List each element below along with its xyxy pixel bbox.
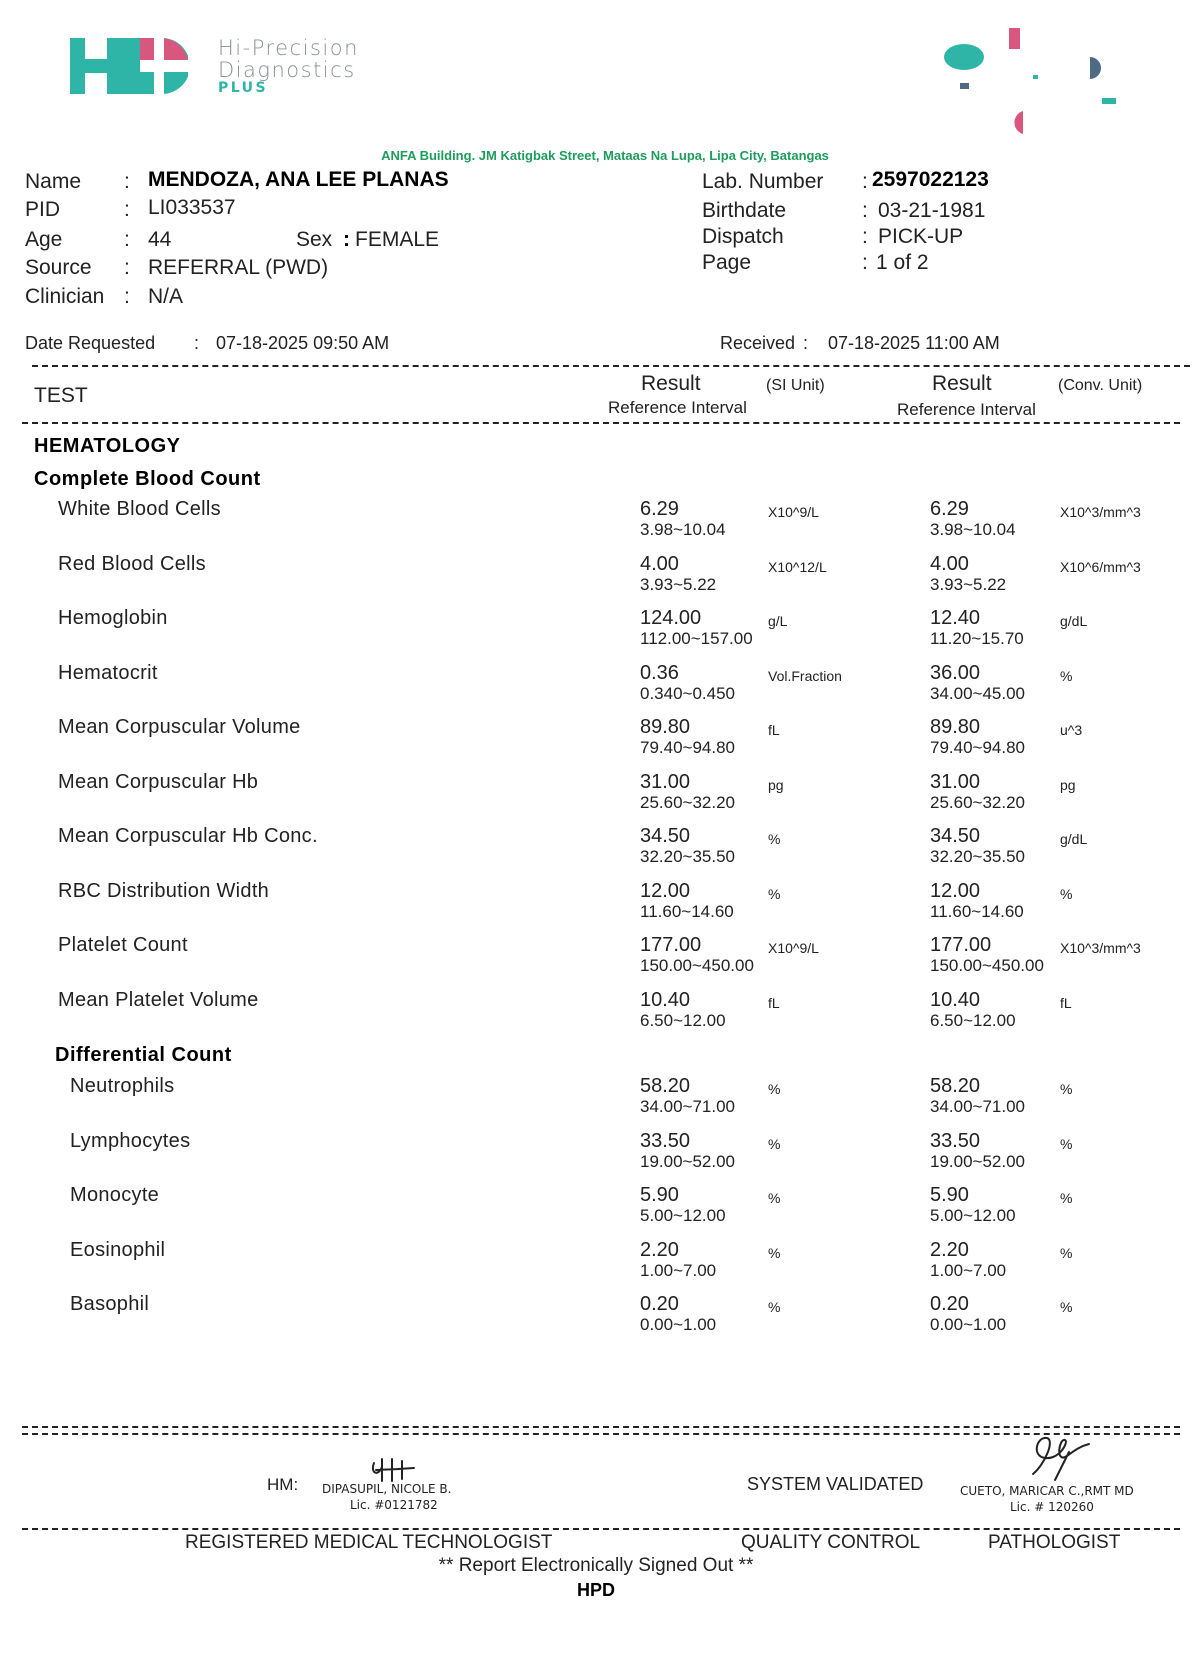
si-result: 33.50: [640, 1129, 691, 1152]
si-reference-interval: 79.40~94.80: [640, 738, 736, 757]
colon: :: [124, 256, 130, 279]
colon: :: [862, 170, 868, 193]
conv-unit: g/dL: [1060, 613, 1088, 629]
result-row: [0, 1293, 1200, 1345]
conv-reference-interval: 3.98~10.04: [930, 520, 1016, 539]
source-label: Source: [25, 256, 92, 279]
result-row: [0, 934, 1200, 986]
conv-reference-header: Reference Interval: [897, 400, 1036, 419]
conv-unit: u^3: [1060, 722, 1083, 738]
conv-result: 4.00: [930, 552, 969, 575]
si-result: 10.40: [640, 988, 691, 1011]
si-unit: %: [768, 831, 781, 847]
si-result: 0.20: [640, 1293, 679, 1315]
system-validated: SYSTEM VALIDATED: [747, 1474, 924, 1494]
conv-result: 34.50: [930, 825, 981, 847]
si-unit: g/L: [768, 613, 788, 629]
result-row: [0, 607, 1200, 659]
conv-result: 36.00: [930, 661, 981, 684]
si-result: 124.00: [640, 607, 702, 629]
conv-result: 89.80: [930, 716, 981, 738]
birthdate-label: Birthdate: [702, 199, 787, 222]
medtech-name: DIPASUPIL, NICOLE B.: [322, 1482, 452, 1496]
conv-unit: fL: [1060, 994, 1072, 1011]
si-result: 89.80: [640, 716, 691, 738]
role-medtech: REGISTERED MEDICAL TECHNOLOGIST: [185, 1532, 553, 1553]
test-name: Neutrophils: [70, 1075, 175, 1097]
lab-number: 2597022123: [872, 168, 989, 191]
conv-reference-interval: 3.93~5.22: [930, 574, 1007, 594]
conv-unit: X10^3/mm^3: [1060, 940, 1141, 956]
conv-unit: %: [1060, 1299, 1073, 1315]
test-name: Eosinophil: [70, 1238, 166, 1261]
dispatch: PICK-UP: [878, 225, 964, 248]
clinician-label: Clinician: [25, 285, 105, 308]
si-unit: fL: [768, 722, 780, 738]
si-reference-interval: 19.00~52.00: [640, 1151, 736, 1171]
conv-reference-interval: 19.00~52.00: [930, 1151, 1026, 1171]
colon: :: [194, 333, 200, 353]
si-reference-interval: 6.50~12.00: [640, 1010, 726, 1030]
si-result: 0.36: [640, 661, 679, 684]
conv-reference-interval: 150.00~450.00: [930, 956, 1044, 975]
conv-result: 31.00: [930, 770, 981, 793]
conv-unit: %: [1060, 1081, 1073, 1097]
conv-reference-interval: 32.20~35.50: [930, 847, 1026, 866]
logo-line-3: PLUS: [218, 80, 269, 96]
si-unit: pg: [768, 776, 784, 793]
conv-unit: %: [1060, 1135, 1073, 1152]
conv-result: 58.20: [930, 1075, 981, 1097]
si-reference-interval: 3.98~10.04: [640, 520, 726, 539]
conv-unit: X10^3/mm^3: [1060, 504, 1141, 520]
received-label: Received: [720, 333, 796, 353]
si-reference-interval: 11.60~14.60: [640, 901, 734, 921]
result-row: [0, 716, 1200, 768]
si-result: 34.50: [640, 825, 691, 847]
name-label: Name: [25, 170, 82, 193]
si-unit: X10^12/L: [768, 558, 827, 575]
report-code: HPD: [576, 1580, 615, 1600]
conv-result: 10.40: [930, 988, 981, 1011]
conv-reference-interval: 5.00~12.00: [930, 1206, 1016, 1225]
test-name: Platelet Count: [58, 934, 188, 956]
si-reference-interval: 32.20~35.50: [640, 847, 736, 866]
page-label: Page: [702, 251, 752, 274]
si-result-header: Result: [641, 372, 701, 395]
decorative-shapes-icon: [930, 22, 1140, 138]
result-row: [0, 553, 1200, 605]
colon: :: [124, 285, 130, 308]
si-unit: X10^9/L: [768, 504, 819, 520]
conv-unit: pg: [1060, 776, 1076, 793]
si-unit: %: [768, 1081, 781, 1097]
test-name: Hematocrit: [58, 661, 158, 684]
result-row: [0, 989, 1200, 1041]
role-quality-control: QUALITY CONTROL: [741, 1532, 921, 1553]
conv-reference-interval: 11.60~14.60: [930, 901, 1024, 921]
colon: :: [343, 228, 350, 251]
si-reference-interval: 3.93~5.22: [640, 574, 717, 594]
si-reference-interval: 34.00~71.00: [640, 1097, 736, 1116]
section-differential-count: Differential Count: [55, 1044, 232, 1066]
double-divider: [22, 1426, 1180, 1435]
colon: :: [124, 228, 130, 251]
colon: :: [124, 170, 130, 193]
date-requested-label: Date Requested: [25, 333, 156, 353]
lab-number-label: Lab. Number: [702, 170, 824, 193]
result-row: [0, 1239, 1200, 1291]
patient-clinician: N/A: [148, 285, 184, 308]
si-result: 31.00: [640, 770, 691, 793]
conv-result: 2.20: [930, 1238, 969, 1261]
si-unit: %: [768, 1299, 781, 1315]
logo-line-1: Hi-Precision: [218, 36, 359, 60]
hpd-logo-mark: [70, 38, 188, 94]
si-unit: X10^9/L: [768, 940, 819, 956]
test-name: Lymphocytes: [70, 1129, 191, 1152]
conv-reference-interval: 79.40~94.80: [930, 738, 1026, 757]
conv-reference-interval: 25.60~32.20: [930, 792, 1026, 812]
conv-reference-interval: 11.20~15.70: [930, 629, 1024, 648]
test-column-header: TEST: [34, 384, 88, 407]
conv-reference-interval: 34.00~45.00: [930, 683, 1026, 703]
conv-result: 5.90: [930, 1184, 969, 1206]
result-row: [0, 1130, 1200, 1182]
si-result: 12.00: [640, 879, 691, 902]
si-result: 2.20: [640, 1238, 679, 1261]
conv-unit: X10^6/mm^3: [1060, 558, 1141, 575]
result-row: [0, 825, 1200, 877]
patient-name: MENDOZA, ANA LEE PLANAS: [148, 168, 449, 191]
si-unit-header: (SI Unit): [766, 377, 825, 394]
conv-unit: %: [1060, 885, 1073, 902]
result-row: [0, 1075, 1200, 1127]
medtech-signature-icon: [368, 1455, 418, 1485]
si-reference-interval: 150.00~450.00: [640, 956, 754, 975]
test-name: Mean Platelet Volume: [58, 988, 259, 1011]
date-received: 07-18-2025 11:00 AM: [828, 333, 1000, 353]
date-requested: 07-18-2025 09:50 AM: [216, 333, 390, 353]
divider-line: [22, 422, 1180, 424]
pathologist-license: Lic. # 120260: [1010, 1500, 1094, 1514]
conv-result: 0.20: [930, 1293, 969, 1315]
result-row: [0, 880, 1200, 932]
colon: :: [803, 333, 809, 353]
si-result: 5.90: [640, 1184, 679, 1206]
conv-reference-interval: 0.00~1.00: [930, 1315, 1007, 1334]
conv-result: 12.40: [930, 607, 981, 629]
divider-line: [32, 365, 1190, 367]
conv-unit: %: [1060, 1244, 1073, 1261]
conv-reference-interval: 6.50~12.00: [930, 1010, 1016, 1030]
si-result: 177.00: [640, 934, 702, 956]
si-unit: %: [768, 1135, 781, 1152]
colon: :: [862, 225, 868, 248]
patient-source: REFERRAL (PWD): [148, 256, 329, 279]
role-pathologist: PATHOLOGIST: [988, 1532, 1121, 1553]
si-reference-interval: 25.60~32.20: [640, 792, 736, 812]
si-result: 4.00: [640, 552, 679, 575]
patient-pid: LI033537: [148, 196, 236, 219]
test-name: White Blood Cells: [58, 498, 221, 520]
conv-result: 12.00: [930, 879, 981, 902]
conv-result: 33.50: [930, 1129, 981, 1152]
test-name: Mean Corpuscular Hb Conc.: [58, 825, 318, 847]
si-reference-interval: 0.340~0.450: [640, 683, 736, 703]
conv-unit: g/dL: [1060, 831, 1088, 847]
si-unit: Vol.Fraction: [768, 667, 842, 684]
si-reference-header: Reference Interval: [608, 398, 747, 417]
result-row: [0, 498, 1200, 550]
si-reference-interval: 0.00~1.00: [640, 1315, 717, 1334]
colon: :: [862, 199, 868, 222]
si-unit: %: [768, 1244, 781, 1261]
si-result: 6.29: [640, 498, 679, 520]
conv-unit-header: (Conv. Unit): [1058, 377, 1143, 394]
logo-line-2: Diagnostics: [218, 58, 356, 82]
section-hematology: HEMATOLOGY: [34, 435, 181, 457]
test-name: Basophil: [70, 1293, 150, 1315]
age-label: Age: [25, 228, 63, 251]
si-unit: %: [768, 885, 781, 902]
patient-age: 44: [148, 228, 172, 251]
hm-label: HM:: [267, 1475, 299, 1494]
conv-reference-interval: 1.00~7.00: [930, 1260, 1007, 1280]
sex-label: Sex: [296, 228, 333, 251]
pathologist-name: CUETO, MARICAR C.,RMT MD: [960, 1484, 1134, 1498]
si-reference-interval: 1.00~7.00: [640, 1260, 717, 1280]
conv-result: 177.00: [930, 934, 992, 956]
test-name: Mean Corpuscular Volume: [58, 716, 301, 738]
medtech-license: Lic. #0121782: [350, 1498, 438, 1512]
page-number: 1 of 2: [876, 251, 929, 274]
birthdate: 03-21-1981: [878, 199, 986, 222]
result-row: [0, 1184, 1200, 1236]
si-unit: %: [768, 1190, 781, 1206]
test-name: Hemoglobin: [58, 607, 168, 629]
test-name: Red Blood Cells: [58, 552, 206, 575]
conv-unit: %: [1060, 667, 1073, 684]
test-name: RBC Distribution Width: [58, 879, 270, 902]
colon: :: [862, 251, 868, 274]
conv-result-header: Result: [932, 372, 992, 395]
conv-reference-interval: 34.00~71.00: [930, 1097, 1026, 1116]
section-complete-blood-count: Complete Blood Count: [34, 468, 261, 490]
si-result: 58.20: [640, 1075, 691, 1097]
lab-address: ANFA Building. JM Katigbak Street, Mataas Na Lupa, Lipa City, Batangas: [381, 148, 829, 163]
conv-result: 6.29: [930, 498, 969, 520]
si-unit: fL: [768, 994, 780, 1011]
divider-line: [22, 1528, 1180, 1530]
test-name: Monocyte: [70, 1184, 160, 1206]
colon: :: [124, 198, 130, 221]
si-reference-interval: 112.00~157.00: [640, 629, 753, 648]
patient-sex: FEMALE: [355, 228, 440, 251]
result-row: [0, 662, 1200, 714]
pid-label: PID: [25, 198, 61, 221]
test-name: Mean Corpuscular Hb: [58, 770, 259, 793]
conv-unit: %: [1060, 1190, 1073, 1206]
result-row: [0, 771, 1200, 823]
dispatch-label: Dispatch: [702, 225, 784, 248]
si-reference-interval: 5.00~12.00: [640, 1206, 726, 1225]
signed-out-note: ** Report Electronically Signed Out **: [438, 1555, 754, 1576]
pathologist-signature-icon: [1025, 1434, 1095, 1482]
